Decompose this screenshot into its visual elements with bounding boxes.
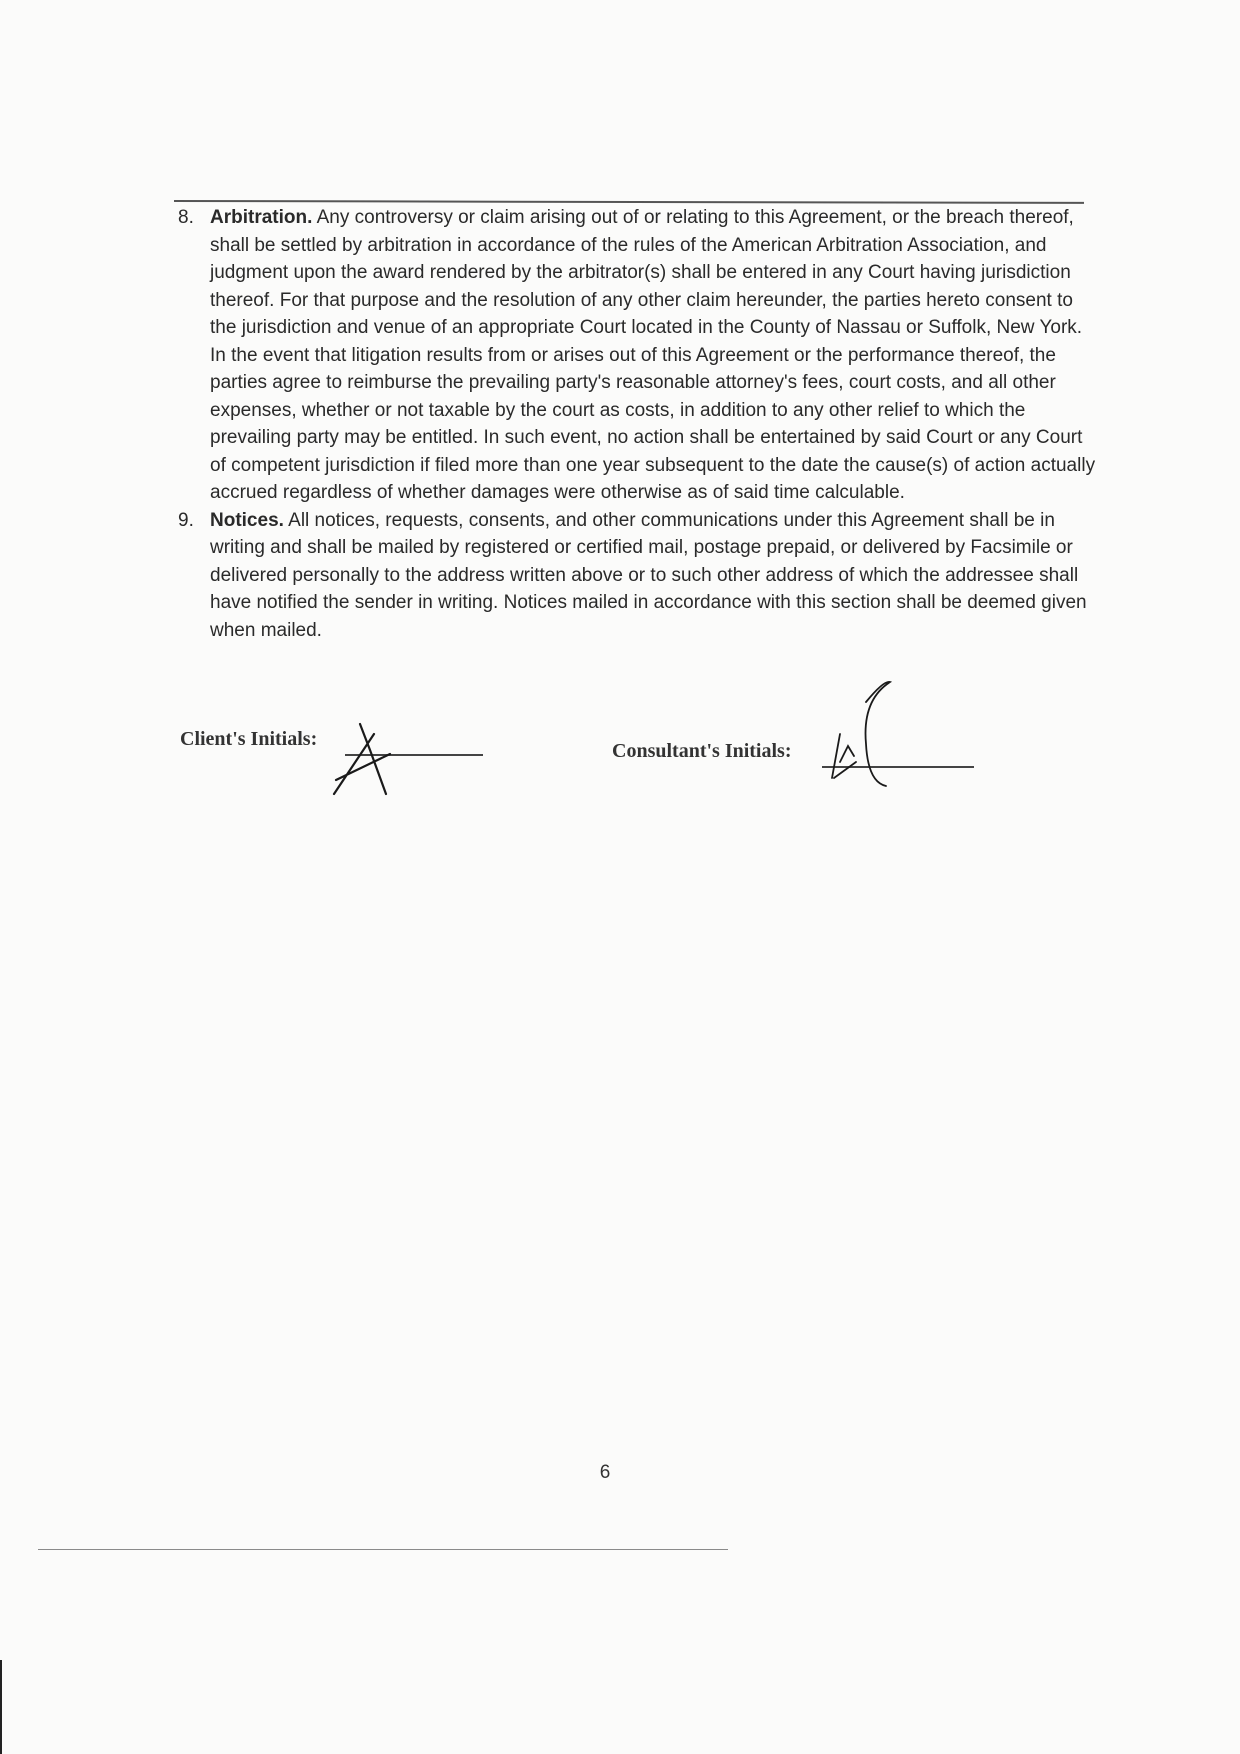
clause-body bbox=[210, 507, 1098, 645]
clause-notices bbox=[168, 507, 1098, 645]
clause-text: All notices, requests, consents, and other communications under this Agreement shall be in writing and shall be mailed by registered or certified mail, postage prepaid, or delivered by Facsimile or delivered personally to the address written above or to such other address of which the addressee shall have notified the sender in writing. Notices mailed in accordance with this section shall be deemed given when mailed. bbox=[210, 509, 1087, 641]
clause-arbitration bbox=[168, 204, 1098, 507]
client-initials-label: Client's Initials: bbox=[180, 728, 318, 750]
clause-number: 9. bbox=[178, 509, 194, 531]
clause-body bbox=[210, 204, 1098, 507]
scan-edge-mark bbox=[0, 1660, 2, 1754]
client-initials-signature bbox=[330, 720, 410, 798]
clause-title: Arbitration. bbox=[210, 207, 313, 228]
clause-list bbox=[168, 204, 1098, 644]
consultant-initials-signature bbox=[826, 674, 936, 792]
initials-row bbox=[0, 720, 1240, 790]
page-number: 6 bbox=[599, 1462, 611, 1483]
clause-number: 8. bbox=[178, 207, 194, 228]
footer-rule bbox=[38, 1549, 728, 1550]
clause-text: Any controversy or claim arising out of or relating to this Agreement, or the breach thereof, shall be settled by arbitration in accordance of the rules of the American Arbitration Association, and judgment upon the award rendered by the arbitrator(s) shall be entered in any Court having jurisdiction thereof. For that purpose and the resolution of any other claim hereunder, the parties hereto consent to the jurisdiction and venue of an appropriate Court located in the County of Nassau or Suffolk, New York. In the event that litigation results from or arises out of this Agreement or the performance thereof, the parties agree to reimburse the prevailing party's reasonable attorney's fees, court costs, and all other expenses, whether or not taxable by the court as costs, in addition to any other relief to which the prevailing party may be entitled. In such event, no action shall be entertained by said Court or any Court of competent jurisdiction if filed more than one year subsequent to the date the cause(s) of action actually accrued regardless of whether damages were otherwise as of said time calculable. bbox=[210, 207, 1096, 503]
clause-title: Notices. bbox=[210, 509, 284, 531]
consultant-initials-label: Consultant's Initials: bbox=[612, 740, 792, 762]
